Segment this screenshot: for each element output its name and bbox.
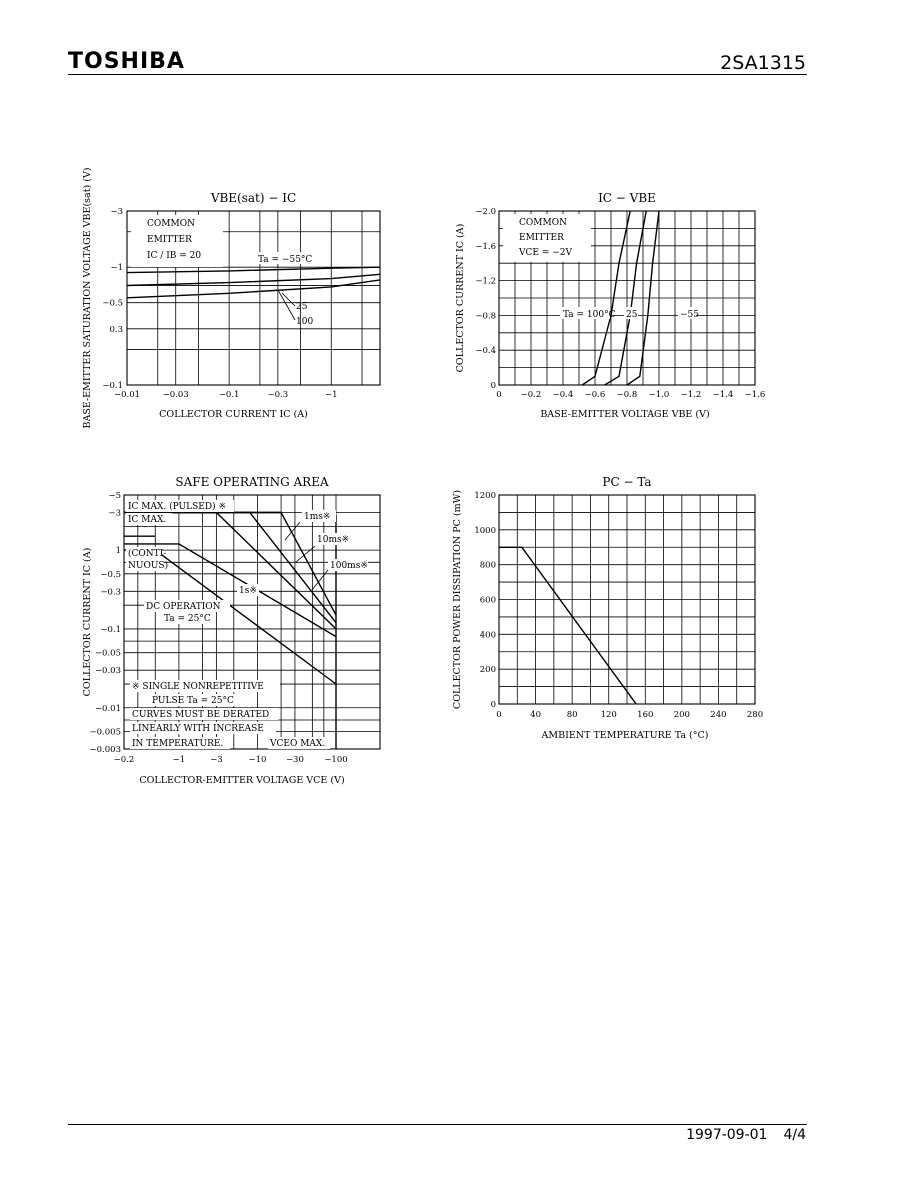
x-tick-label: −10	[248, 755, 267, 765]
x-tick-label: −0.01	[113, 390, 141, 400]
footer-date: 1997-09-01	[686, 1127, 768, 1143]
y-tick-label: 0.3	[109, 324, 123, 335]
chart-title: PC − Ta	[602, 475, 652, 489]
series-label: 25	[626, 310, 638, 320]
x-tick-label: −0.2	[520, 390, 542, 400]
ic-max-label: IC MAX.	[128, 515, 167, 525]
y-tick-label: 800	[479, 560, 496, 571]
chart-pc-vs-ta	[452, 475, 763, 741]
condition-text: COMMON	[147, 219, 195, 229]
x-tick-label: −0.8	[616, 390, 638, 400]
dc-operation-label: DC OPERATION	[146, 602, 221, 612]
y-tick-label: 400	[479, 630, 496, 641]
x-tick-label: −1	[172, 755, 186, 765]
condition-text: EMITTER	[147, 235, 192, 245]
y-tick-label: −0.003	[89, 745, 121, 755]
condition-text: IC / IB = 20	[147, 251, 202, 261]
x-tick-label: 40	[530, 710, 541, 720]
series-label: 25	[296, 302, 308, 312]
y-tick-label: 1000	[474, 525, 496, 536]
y-tick-label: −0.05	[94, 648, 121, 659]
brand-logo: TOSHIBA	[68, 49, 185, 74]
chart-ic-vs-vbe	[455, 191, 765, 420]
x-tick-label: 160	[637, 710, 654, 720]
series-line-2	[127, 280, 380, 298]
y-axis-label: COLLECTOR CURRENT IC (A)	[455, 223, 466, 373]
continuous-label: NUOUS)	[128, 561, 169, 571]
soa-note: IN TEMPERATURE.	[132, 739, 224, 749]
label-leader	[312, 570, 328, 590]
x-tick-label: −0.03	[162, 390, 189, 400]
soa-note: PULSE Ta = 25°C	[152, 696, 234, 706]
x-tick-label: −1.4	[712, 390, 734, 400]
y-tick-label: −1	[110, 263, 123, 274]
y-tick-label: 0	[490, 381, 496, 391]
soa-note: ※ SINGLE NONREPETITIVE	[132, 682, 264, 692]
label-leader	[278, 290, 295, 320]
x-tick-label: 120	[600, 710, 617, 720]
100ms-label: 100ms※	[330, 561, 368, 571]
y-axis-label: COLLECTOR POWER DISSIPATION PC (mW)	[452, 489, 463, 710]
series-label: 100	[296, 317, 314, 327]
x-tick-label: 240	[710, 710, 727, 720]
series-line-0	[127, 267, 380, 272]
y-tick-label: −0.5	[102, 298, 123, 309]
continuous-label: (CONTI-	[128, 549, 167, 559]
dc-ta-label: Ta = 25°C	[164, 614, 211, 624]
10ms-label: 10ms※	[317, 535, 350, 545]
x-tick-label: 200	[673, 710, 690, 720]
y-tick-label: −0.1	[100, 624, 121, 635]
footer	[670, 1127, 806, 1143]
x-tick-label: −1.6	[744, 390, 766, 400]
x-tick-label: 80	[566, 710, 578, 720]
x-tick-label: −0.6	[584, 390, 606, 400]
x-tick-label: −0.3	[267, 390, 289, 400]
y-tick-label: −0.3	[100, 587, 121, 598]
x-tick-label: −30	[285, 755, 304, 765]
x-axis-label: COLLECTOR CURRENT IC (A)	[159, 409, 308, 420]
part-number: 2SA1315	[720, 52, 806, 74]
1ms-label: 1ms※	[304, 512, 331, 522]
x-axis-label: AMBIENT TEMPERATURE Ta (°C)	[541, 730, 709, 741]
series-label: Ta = 100°C	[563, 310, 616, 320]
x-tick-label: −3	[210, 755, 223, 765]
x-tick-label: 0	[496, 710, 502, 720]
chart-safe-operating-area	[82, 475, 380, 786]
x-tick-label: −0.4	[552, 390, 574, 400]
chart-title: SAFE OPERATING AREA	[175, 475, 329, 489]
series-line-0	[499, 547, 636, 704]
x-tick-label: 0	[496, 390, 502, 400]
soa-note: CURVES MUST BE DERATED	[132, 710, 270, 720]
chart-title: VBE(sat) − IC	[210, 191, 297, 205]
y-tick-label: −0.03	[94, 666, 121, 677]
y-tick-label: −0.1	[102, 381, 123, 391]
x-tick-label: −1.2	[680, 390, 702, 400]
y-tick-label: −3	[110, 207, 123, 217]
ic-max-pulsed-label: IC MAX. (PULSED) ※	[128, 502, 226, 512]
y-tick-label: −0.005	[89, 727, 121, 738]
vceo-max-label: VCEO MAX.	[270, 739, 326, 749]
x-tick-label: −1.0	[648, 390, 670, 400]
x-tick-label: −0.1	[218, 390, 240, 400]
y-tick-label: −0.5	[100, 569, 121, 580]
y-tick-label: −1.6	[475, 241, 496, 252]
y-tick-label: 1200	[474, 491, 496, 501]
y-tick-label: 1	[115, 546, 121, 557]
soa-note: LINEARLY WITH INCREASE	[132, 724, 264, 734]
chart-vbe-sat-vs-ic	[82, 167, 380, 428]
y-tick-label: 200	[479, 665, 496, 676]
series-label: −55	[680, 310, 699, 320]
y-tick-label: −0.8	[475, 311, 496, 322]
footer-divider	[68, 1124, 807, 1125]
y-tick-label: 600	[479, 595, 496, 606]
label-leader	[282, 293, 295, 306]
condition-text: EMITTER	[519, 233, 564, 243]
x-tick-label: 280	[746, 710, 764, 720]
y-axis-label: COLLECTOR CURRENT IC (A)	[82, 547, 93, 697]
y-tick-label: −1.2	[475, 276, 496, 287]
y-tick-label: −2.0	[475, 207, 496, 217]
y-tick-label: −0.4	[475, 346, 496, 357]
x-tick-label: −100	[324, 755, 348, 765]
x-axis-label: COLLECTOR-EMITTER VOLTAGE VCE (V)	[139, 775, 345, 786]
chart-title: IC − VBE	[598, 191, 656, 205]
series-label: Ta = −55°C	[258, 255, 313, 265]
y-tick-label: −0.01	[94, 703, 121, 714]
footer-page: 4/4	[783, 1127, 806, 1143]
1s-label: 1s※	[239, 586, 257, 596]
y-tick-label: −5	[108, 491, 121, 501]
y-tick-label: −3	[108, 508, 121, 519]
condition-text: COMMON	[519, 218, 567, 228]
condition-text: VCE = −2V	[519, 248, 572, 258]
series-line-1	[127, 274, 380, 285]
y-axis-label: BASE-EMITTER SATURATION VOLTAGE VBE(sat) (V)	[82, 167, 93, 429]
y-tick-label: 0	[490, 700, 496, 710]
x-axis-label: BASE-EMITTER VOLTAGE VBE (V)	[540, 409, 710, 420]
x-tick-label: −0.2	[113, 755, 135, 765]
x-tick-label: −1	[325, 390, 338, 400]
